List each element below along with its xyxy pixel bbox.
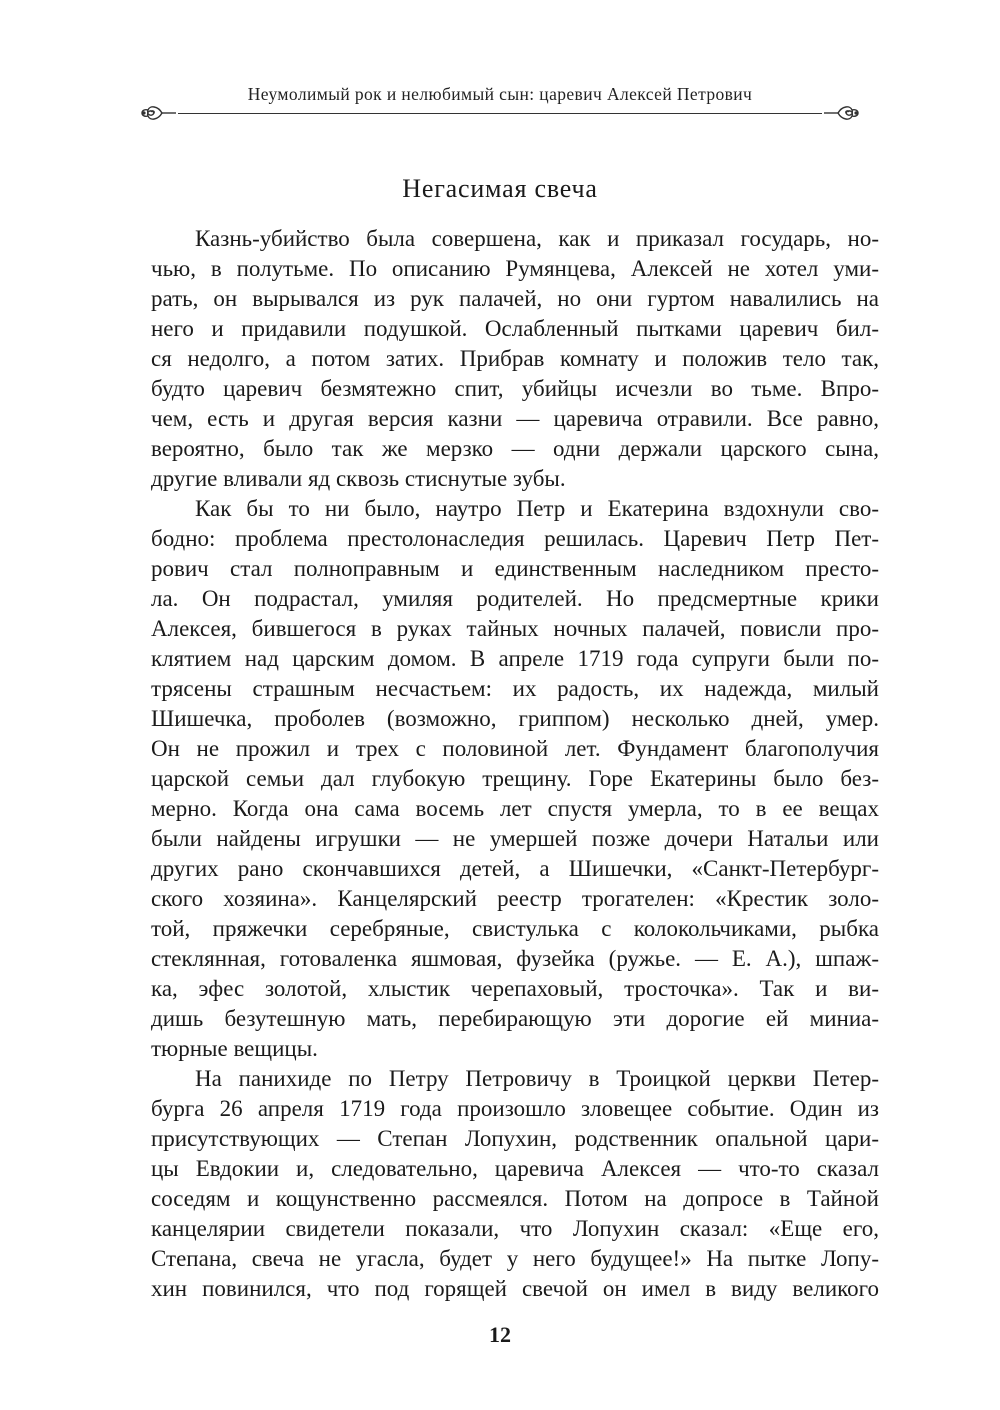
right-flourish-ornament bbox=[822, 101, 860, 125]
text-line: Степана, свеча не угасла, будет у него будущее!» На пытке Лопу- bbox=[151, 1246, 879, 1271]
text-line: Алексея, бившегося в руках тайных ночных палачей, повисли про- bbox=[151, 616, 879, 641]
text-line: другие вливали яд сквозь стиснутые зубы. bbox=[151, 466, 566, 491]
left-flourish-ornament bbox=[140, 101, 178, 125]
text-line: ского хозяина». Канцелярский реестр трогателен: «Крестик золо- bbox=[151, 886, 879, 911]
text-line: стеклянная, готоваленка яшмовая, фузейка (ружье. — Е. А.), шпаж- bbox=[151, 946, 879, 971]
text-line: Он не прожил и трех с половиной лет. Фундамент благополучия bbox=[151, 736, 879, 761]
text-line: вероятно, было так же мерзко — одни держали царского сына, bbox=[151, 436, 879, 461]
text-line: чем, есть и другая версия казни — царевича отравили. Все равно, bbox=[151, 406, 879, 431]
text-line: бодно: проблема престолонаследия решилась. Царевич Петр Пет- bbox=[151, 526, 879, 551]
text-line: Казнь-убийство была совершена, как и приказал государь, но- bbox=[195, 226, 879, 251]
header-rule bbox=[178, 113, 822, 114]
text-line: цы Евдокии и, следовательно, царевича Алексея — что-то сказал bbox=[151, 1156, 879, 1181]
text-line: присутствующих — Степан Лопухин, родственник опальной цари- bbox=[151, 1126, 879, 1151]
text-line: были найдены игрушки — не умершей позже дочери Натальи или bbox=[151, 826, 879, 851]
body-text bbox=[151, 224, 879, 1304]
section-title: Негасимая свеча bbox=[402, 174, 598, 203]
text-line: дишь безутешную мать, перебирающую эти дорогие ей миниа- bbox=[151, 1006, 879, 1031]
text-line: рать, он вырывался из рук палачей, но они гуртом навалились на bbox=[151, 286, 879, 311]
text-line: других рано скончавшихся детей, а Шишечки, «Санкт-Петербург- bbox=[151, 856, 879, 881]
page-number: 12 bbox=[489, 1322, 511, 1347]
text-line: будто царевич безмятежно спит, убийцы исчезли во тьме. Впро- bbox=[151, 376, 879, 401]
text-line: тюрные вещицы. bbox=[151, 1036, 318, 1061]
text-line: клятием над царским домом. В апреле 1719 года супруги были по- bbox=[151, 646, 879, 671]
text-line: рович стал полноправным и единственным наследником престо- bbox=[151, 556, 879, 581]
text-line: ла. Он подрастал, умиляя родителей. Но предсмертные крики bbox=[151, 586, 879, 611]
text-line: мерно. Когда она сама восемь лет спустя умерла, то в ее вещах bbox=[151, 796, 879, 821]
running-head: Неумолимый рок и нелюбимый сын: царевич Алексей Петрович bbox=[247, 84, 753, 104]
text-line: той, пряжечки серебряные, свистулька с колокольчиками, рыбка bbox=[151, 916, 879, 941]
text-line: ся недолго, а потом затих. Прибрав комнату и положив тело так, bbox=[151, 346, 879, 371]
text-line: бурга 26 апреля 1719 года произошло зловещее событие. Один из bbox=[151, 1096, 879, 1121]
text-line: трясены страшным несчастьем: их радость, их надежда, милый bbox=[151, 676, 879, 701]
text-line: царской семьи дал глубокую трещину. Горе Екатерины было без- bbox=[151, 766, 879, 791]
text-line: Шишечка, проболев (возможно, гриппом) несколько дней, умер. bbox=[151, 706, 879, 731]
text-line: ка, эфес золотой, хлыстик черепаховый, тросточка». Так и ви- bbox=[151, 976, 879, 1001]
text-line: него и придавили подушкой. Ослабленный пытками царевич бил- bbox=[151, 316, 879, 341]
text-line: чью, в полутьме. По описанию Румянцева, Алексей не хотел уми- bbox=[151, 256, 879, 281]
text-line: хин повинился, что под горящей свечой он имел в виду великого bbox=[151, 1276, 879, 1301]
text-line: канцелярии свидетели показали, что Лопухин сказал: «Еще его, bbox=[151, 1216, 879, 1241]
text-line: Как бы то ни было, наутро Петр и Екатерина вздохнули сво- bbox=[195, 496, 879, 521]
text-line: На панихиде по Петру Петровичу в Троицкой церкви Петер- bbox=[195, 1066, 879, 1091]
text-line: соседям и кощунственно рассмеялся. Потом на допросе в Тайной bbox=[151, 1186, 879, 1211]
